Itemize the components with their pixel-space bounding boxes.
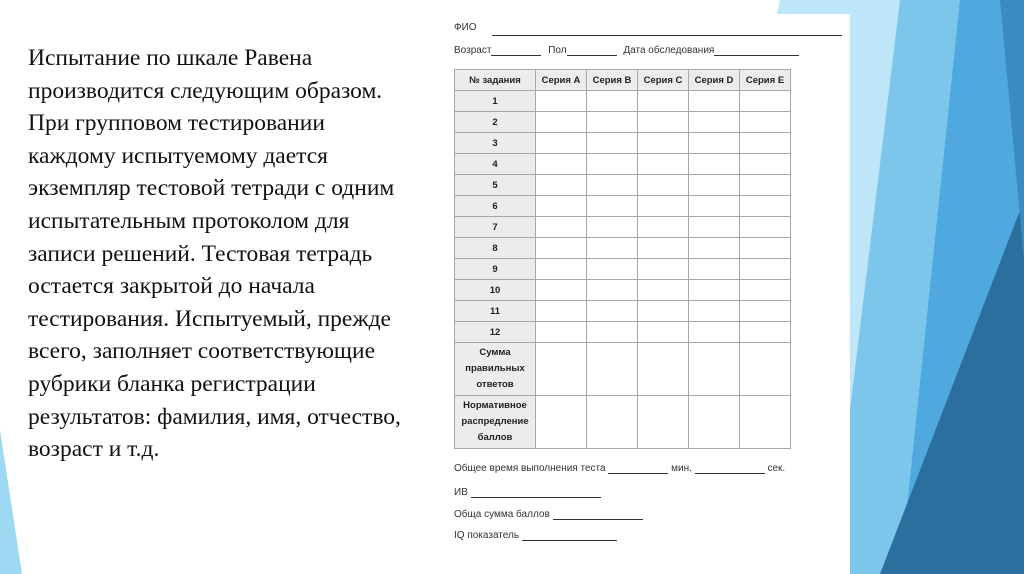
- answer-cell: [536, 133, 587, 154]
- answer-cell: [740, 217, 791, 238]
- answer-cell: [638, 396, 689, 449]
- table-row: [455, 238, 791, 259]
- header-series-b: Серия В: [587, 70, 638, 91]
- sex-blank: [567, 45, 617, 56]
- total-score-line: [454, 509, 643, 520]
- answer-cell: [536, 112, 587, 133]
- task-number: 1: [455, 91, 536, 112]
- answer-cell: [689, 175, 740, 196]
- answer-cell: [689, 238, 740, 259]
- answer-cell: [587, 280, 638, 301]
- answer-cell: [740, 133, 791, 154]
- answer-cell: [638, 322, 689, 343]
- answer-cell: [536, 396, 587, 449]
- answer-cell: [587, 175, 638, 196]
- answer-cell: [638, 343, 689, 396]
- table-row: [455, 112, 791, 133]
- answer-cell: [689, 259, 740, 280]
- fio-line: [454, 22, 477, 33]
- answer-cell: [689, 301, 740, 322]
- answer-cell: [638, 133, 689, 154]
- seconds-label: сек.: [767, 463, 786, 474]
- task-number: 12: [455, 322, 536, 343]
- answer-cell: [638, 259, 689, 280]
- sum-row-label: Сумма правильных ответов: [455, 343, 536, 396]
- answer-cell: [689, 154, 740, 175]
- task-number: 11: [455, 301, 536, 322]
- answer-cell: [689, 343, 740, 396]
- answer-cell: [587, 133, 638, 154]
- iv-line: [454, 487, 601, 498]
- age-blank: [491, 45, 541, 56]
- answer-cell: [587, 112, 638, 133]
- answer-cell: [638, 112, 689, 133]
- answer-cell: [689, 112, 740, 133]
- iq-line: [454, 530, 617, 541]
- age-label: Возраст: [454, 45, 492, 56]
- table-row: [455, 91, 791, 112]
- table-row: [455, 259, 791, 280]
- table-row: [455, 280, 791, 301]
- iv-label: ИВ: [454, 487, 468, 498]
- answer-cell: [740, 322, 791, 343]
- answer-cell: [587, 396, 638, 449]
- header-task-number: № задания: [455, 70, 536, 91]
- task-number: 5: [455, 175, 536, 196]
- answer-cell: [587, 91, 638, 112]
- total-time-label: Общее время выполнения теста: [454, 463, 606, 474]
- answer-cell: [740, 396, 791, 449]
- answer-cell: [638, 238, 689, 259]
- answer-cell: [536, 238, 587, 259]
- answer-cell: [536, 175, 587, 196]
- norm-row: [455, 396, 791, 449]
- sex-label: Пол: [548, 45, 567, 56]
- answer-cell: [536, 259, 587, 280]
- answer-cell: [740, 259, 791, 280]
- meta-line: [454, 45, 799, 56]
- task-number: 3: [455, 133, 536, 154]
- task-number: 4: [455, 154, 536, 175]
- header-series-d: Серия D: [689, 70, 740, 91]
- task-number: 10: [455, 280, 536, 301]
- answer-cell: [638, 301, 689, 322]
- header-series-a: Серия А: [536, 70, 587, 91]
- minutes-label: мин.: [671, 463, 692, 474]
- answer-cell: [740, 280, 791, 301]
- answer-cell: [689, 396, 740, 449]
- task-number: 6: [455, 196, 536, 217]
- answer-cell: [536, 343, 587, 396]
- date-blank: [714, 45, 799, 56]
- sum-row: [455, 343, 791, 396]
- table-row: [455, 217, 791, 238]
- total-time-line: [454, 463, 785, 474]
- table-row: [455, 175, 791, 196]
- answer-cell: [587, 322, 638, 343]
- fio-blank-rule: [492, 35, 842, 36]
- answer-cell: [740, 301, 791, 322]
- total-score-label: Обща сумма баллов: [454, 509, 550, 520]
- left-accent-triangle: [0, 430, 22, 574]
- answer-cell: [638, 280, 689, 301]
- answer-cell: [638, 154, 689, 175]
- answer-cell: [587, 343, 638, 396]
- iq-label: IQ показатель: [454, 530, 520, 541]
- answer-cell: [638, 91, 689, 112]
- answer-cell: [587, 301, 638, 322]
- norm-row-label: Нормативное распредление баллов: [455, 396, 536, 449]
- answer-cell: [587, 196, 638, 217]
- iv-blank: [471, 487, 601, 498]
- answer-cell: [587, 217, 638, 238]
- table-row: [455, 196, 791, 217]
- answer-cell: [536, 280, 587, 301]
- answer-cell: [689, 280, 740, 301]
- answer-cell: [536, 91, 587, 112]
- answers-table: [454, 69, 791, 449]
- answer-cell: [689, 217, 740, 238]
- answer-cell: [740, 91, 791, 112]
- answer-cell: [536, 154, 587, 175]
- answer-cell: [638, 175, 689, 196]
- task-number: 8: [455, 238, 536, 259]
- answer-cell: [740, 112, 791, 133]
- task-number: 2: [455, 112, 536, 133]
- answer-cell: [689, 91, 740, 112]
- seconds-blank: [695, 463, 765, 474]
- answer-cell: [740, 238, 791, 259]
- answer-cell: [689, 322, 740, 343]
- answer-cell: [536, 196, 587, 217]
- task-number: 9: [455, 259, 536, 280]
- table-header-row: [455, 70, 791, 91]
- table-row: [455, 133, 791, 154]
- answer-cell: [587, 154, 638, 175]
- fio-label: ФИО: [454, 22, 477, 33]
- answer-cell: [740, 196, 791, 217]
- answer-cell: [587, 238, 638, 259]
- date-label: Дата обследования: [623, 45, 715, 56]
- answer-cell: [689, 133, 740, 154]
- answer-cell: [740, 154, 791, 175]
- table-row: [455, 154, 791, 175]
- answer-cell: [536, 322, 587, 343]
- task-number: 7: [455, 217, 536, 238]
- table-row: [455, 322, 791, 343]
- answer-cell: [536, 301, 587, 322]
- answer-cell: [536, 217, 587, 238]
- iq-blank: [522, 530, 617, 541]
- answer-cell: [689, 196, 740, 217]
- answer-cell: [638, 196, 689, 217]
- answer-cell: [587, 259, 638, 280]
- answer-cell: [638, 217, 689, 238]
- registration-form-card: [440, 14, 850, 574]
- slide-body-text: Испытание по шкале Равена производится следующим образом. При групповом тестировании каждому испытуемому дается экземпляр тестовой тетради с одним испытательным протоколом для записи решений. Тестовая тетрадь остается закрытой до начала тестирования. Испытуемый, прежде всего, заполняет соответствующие рубрики бланка регистрации результатов: фамилия, имя, отчество, возраст и т.д.: [28, 45, 401, 463]
- minutes-blank: [608, 463, 668, 474]
- header-series-e: Серия Е: [740, 70, 791, 91]
- table-row: [455, 301, 791, 322]
- total-score-blank: [553, 509, 643, 520]
- answer-cell: [740, 343, 791, 396]
- answer-cell: [740, 175, 791, 196]
- header-series-c: Серия С: [638, 70, 689, 91]
